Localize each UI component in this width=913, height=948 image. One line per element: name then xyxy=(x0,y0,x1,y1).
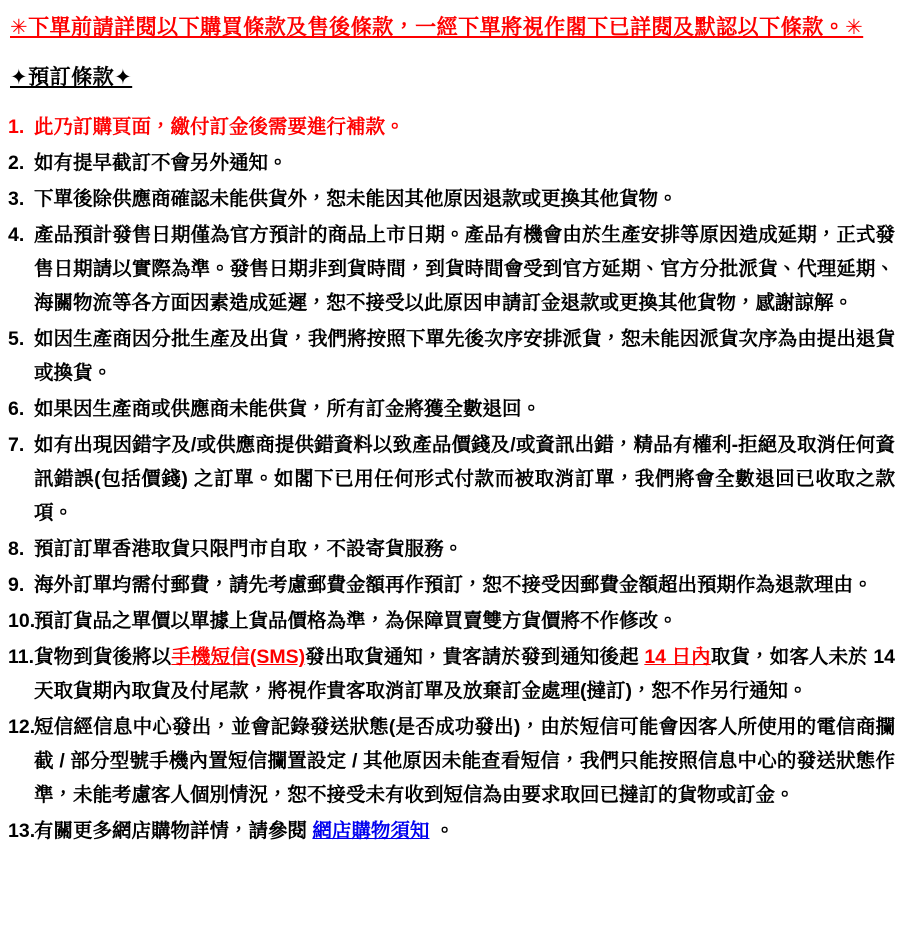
term-text: 產品預計發售日期僅為官方預計的商品上市日期。產品有機會由於生產安排等原因造成延期，正式發售日期請以實際為準。發售日期非到貨時間，到貨時間會受到官方延期、官方分批派貨、代理延期、海關物流等各方面因素造成延遲，恕不接受以此原因申請訂金退款或更換其他貨物，感謝諒解。 xyxy=(34,224,895,314)
term-number: 13. xyxy=(8,820,36,842)
term-item-12 xyxy=(5,710,895,812)
term-item-9 xyxy=(5,568,895,602)
term-text-segment: 取貨，如客人未於 14 天取貨期內取貨及付尾款，將視作貴客取消訂單及放棄訂金處理(撻訂)，恕不作另行通知。 xyxy=(34,646,896,702)
term-item-8 xyxy=(5,532,895,566)
term-item-7 xyxy=(5,428,895,530)
term-text: 如果因生產商或供應商未能供貨，所有訂金將獲全數退回。 xyxy=(34,398,542,420)
term-number: 10. xyxy=(8,610,36,632)
term-number: 4. xyxy=(8,224,25,246)
term-text: 海外訂單均需付郵費，請先考慮郵費金額再作預訂，恕不接受因郵費金額超出預期作為退款理由。 xyxy=(34,574,873,596)
term-number: 8. xyxy=(8,538,25,560)
term-text-segment: 。 xyxy=(429,820,455,842)
term-item-11 xyxy=(5,640,895,708)
term-number: 2. xyxy=(8,152,25,174)
term-text: 此乃訂購頁面，繳付訂金後需要進行補款。 xyxy=(34,116,405,138)
term-number: 12. xyxy=(8,716,36,738)
term-text xyxy=(34,820,454,842)
pickup-deadline-highlight: 14 日內 xyxy=(644,646,711,668)
term-item-1 xyxy=(5,110,895,144)
term-text: 如有提早截訂不會另外通知。 xyxy=(34,152,288,174)
term-number: 7. xyxy=(8,434,25,456)
term-item-3 xyxy=(5,182,895,216)
shop-guide-link[interactable]: 網店購物須知 xyxy=(312,820,430,842)
term-number: 5. xyxy=(8,328,25,350)
term-number: 6. xyxy=(8,398,25,420)
sms-highlight: 手機短信(SMS) xyxy=(171,646,306,668)
term-item-4 xyxy=(5,218,895,320)
term-text: 如因生產商因分批生產及出貨，我們將按照下單先後次序安排派貨，恕未能因派貨次序為由提出退貨或換貨。 xyxy=(34,328,895,384)
term-number: 11. xyxy=(8,646,35,668)
term-text: 短信經信息中心發出，並會記錄發送狀態(是否成功發出)，由於短信可能會因客人所使用的電信商攔截 / 部分型號手機內置短信攔置設定 / 其他原因未能查看短信，我們只能按照信息中心的發送狀態作準，未能考慮客人個別情況，恕不接受未有收到短信為由要求取回已撻訂的貨物或訂金。 xyxy=(34,716,895,806)
term-item-2 xyxy=(5,146,895,180)
term-text: 預訂訂單香港取貨只限門市自取，不設寄貨服務。 xyxy=(34,538,464,560)
term-text-segment: 有關更多網店購物詳情，請參閱 xyxy=(34,820,313,842)
term-text xyxy=(34,646,895,702)
purchase-notice-banner: ✳下單前請詳閱以下購買條款及售後條款，一經下單將視作閣下已詳閱及默認以下條款。✳ xyxy=(10,16,864,39)
term-text: 預訂貨品之單價以單據上貨品價格為準，為保障買賣雙方貨價將不作修改。 xyxy=(34,610,678,632)
term-item-5 xyxy=(5,322,895,390)
term-number: 9. xyxy=(8,574,25,596)
term-text-segment: 發出取貨通知，貴客請於發到通知後起 xyxy=(305,646,645,668)
term-item-13 xyxy=(5,814,895,848)
term-number: 1. xyxy=(8,116,25,138)
terms-list xyxy=(5,110,895,848)
term-number: 3. xyxy=(8,188,25,210)
section-title-preorder-terms: ✦預訂條款✦ xyxy=(10,66,133,89)
term-text: 下單後除供應商確認未能供貨外，恕未能因其他原因退款或更換其他貨物。 xyxy=(34,188,678,210)
term-text-segment: 貨物到貨後將以 xyxy=(34,646,172,668)
term-item-6 xyxy=(5,392,895,426)
term-item-10 xyxy=(5,604,895,638)
term-text: 如有出現因錯字及/或供應商提供錯資料以致產品價錢及/或資訊出錯，精品有權利-拒絕及取消任何資訊錯誤(包括價錢) 之訂單。如閣下已用任何形式付款而被取消訂單，我們將會全數退回已收取之款項。 xyxy=(34,434,895,524)
